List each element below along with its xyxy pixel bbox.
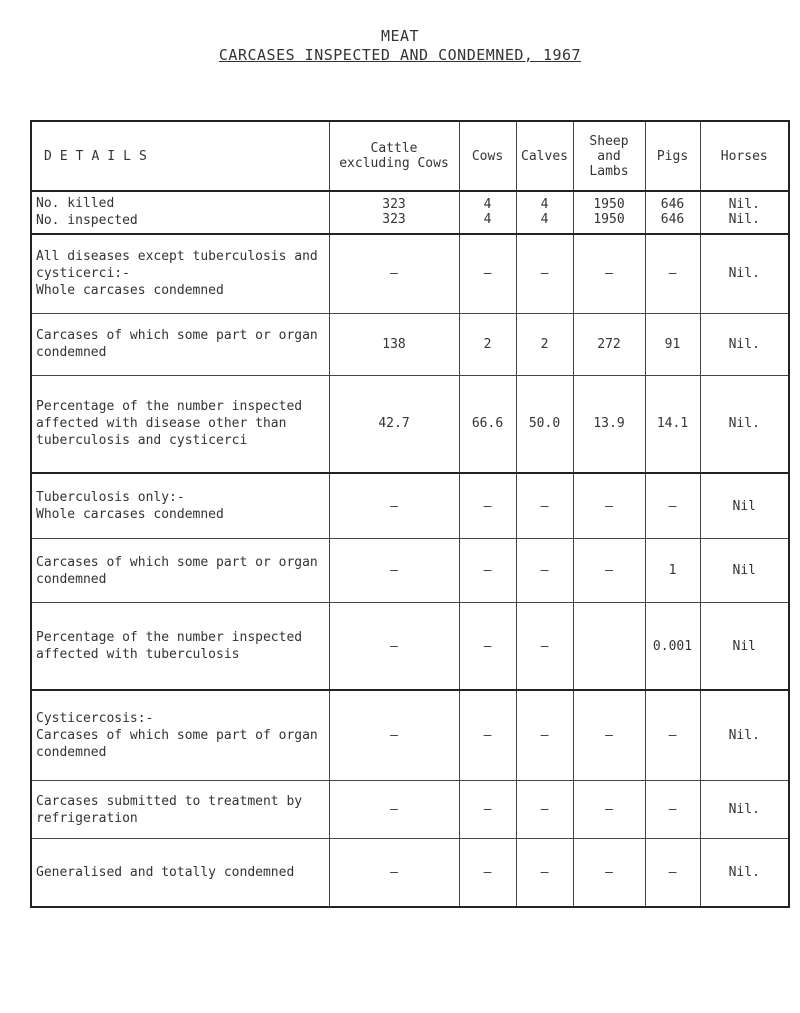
column-header-cows: Cows (459, 121, 516, 191)
column-header-details: DETAILS (31, 121, 329, 191)
row-label: Percentage of the number inspected affected with disease other than tuberculosis and cysticerci (31, 375, 329, 473)
table-cell: – (329, 234, 459, 314)
table-cell: – (516, 690, 573, 780)
table-cell: 14.1 (645, 375, 700, 473)
table-cell: 66.6 (459, 375, 516, 473)
table-cell: 272 (573, 313, 645, 375)
cell-calves: 4 4 (516, 191, 573, 234)
table-cell: – (516, 839, 573, 907)
section-row: Cysticercosis:- Carcases of which some part of organ condemned (31, 690, 329, 780)
table-cell: Nil. (700, 234, 789, 314)
column-header-calves: Calves (516, 121, 573, 191)
table-cell: – (645, 839, 700, 907)
table-cell: 50.0 (516, 375, 573, 473)
page-title-line2: CARCASES INSPECTED AND CONDEMNED, 1967 (218, 46, 582, 64)
table-cell: – (329, 780, 459, 839)
table-cell: – (645, 473, 700, 539)
row-label: Percentage of the number inspected affected with tuberculosis (31, 603, 329, 690)
table-cell: Nil (700, 473, 789, 539)
table-cell: 138 (329, 313, 459, 375)
table-cell: – (459, 839, 516, 907)
table-cell: – (329, 473, 459, 539)
table-cell: – (516, 473, 573, 539)
cell-sheep: 1950 1950 (573, 191, 645, 234)
row-label: Generalised and totally condemned (31, 839, 329, 907)
section-row: Tuberculosis only:- Whole carcases condemned (31, 473, 329, 539)
table-cell: Nil. (700, 780, 789, 839)
column-header-cattle: Cattle excluding Cows (329, 121, 459, 191)
table-cell: – (329, 603, 459, 690)
table-cell: – (516, 234, 573, 314)
table-cell: – (516, 539, 573, 603)
table-cell: Nil. (700, 839, 789, 907)
table-cell: 91 (645, 313, 700, 375)
column-header-horses: Horses (700, 121, 789, 191)
table-cell: – (459, 473, 516, 539)
table-cell: Nil. (700, 690, 789, 780)
table-cell: – (329, 539, 459, 603)
table-cell: – (645, 780, 700, 839)
table-cell: – (645, 234, 700, 314)
table-cell: 1 (645, 539, 700, 603)
table-cell (573, 603, 645, 690)
table-cell: 2 (516, 313, 573, 375)
table-cell: Nil. (700, 375, 789, 473)
inspection-table (30, 120, 790, 908)
table-cell: – (573, 539, 645, 603)
table-cell: – (573, 473, 645, 539)
table-cell: Nil. (700, 313, 789, 375)
row-label: Carcases submitted to treatment by refrigeration (31, 780, 329, 839)
table-cell: – (573, 234, 645, 314)
table-cell: – (645, 690, 700, 780)
page-title-line1: MEAT (380, 27, 420, 45)
column-header-pigs: Pigs (645, 121, 700, 191)
section-row: All diseases except tuberculosis and cysticerci:- Whole carcases condemned (31, 234, 329, 314)
table-cell: – (573, 780, 645, 839)
column-header-sheep: Sheep and Lambs (573, 121, 645, 191)
row-label: Carcases of which some part or organ condemned (31, 539, 329, 603)
cell-horses: Nil. Nil. (700, 191, 789, 234)
table-cell: 13.9 (573, 375, 645, 473)
table-cell: Nil (700, 603, 789, 690)
table-cell: 42.7 (329, 375, 459, 473)
table-cell: – (459, 780, 516, 839)
table-cell: – (329, 690, 459, 780)
row-label: Carcases of which some part or organ condemned (31, 313, 329, 375)
table-cell: – (459, 539, 516, 603)
cell-cattle: 323 323 (329, 191, 459, 234)
table-cell: – (573, 690, 645, 780)
table-cell: 2 (459, 313, 516, 375)
table-cell: – (459, 234, 516, 314)
table-cell: – (459, 603, 516, 690)
cell-pigs: 646 646 (645, 191, 700, 234)
cell-cows: 4 4 (459, 191, 516, 234)
table-cell: – (459, 690, 516, 780)
row-label-killed: No. killed No. inspected (31, 191, 329, 234)
table-cell: 0.001 (645, 603, 700, 690)
table-cell: – (573, 839, 645, 907)
table-cell: – (516, 780, 573, 839)
table-cell: – (516, 603, 573, 690)
table-cell: Nil (700, 539, 789, 603)
table-cell: – (329, 839, 459, 907)
